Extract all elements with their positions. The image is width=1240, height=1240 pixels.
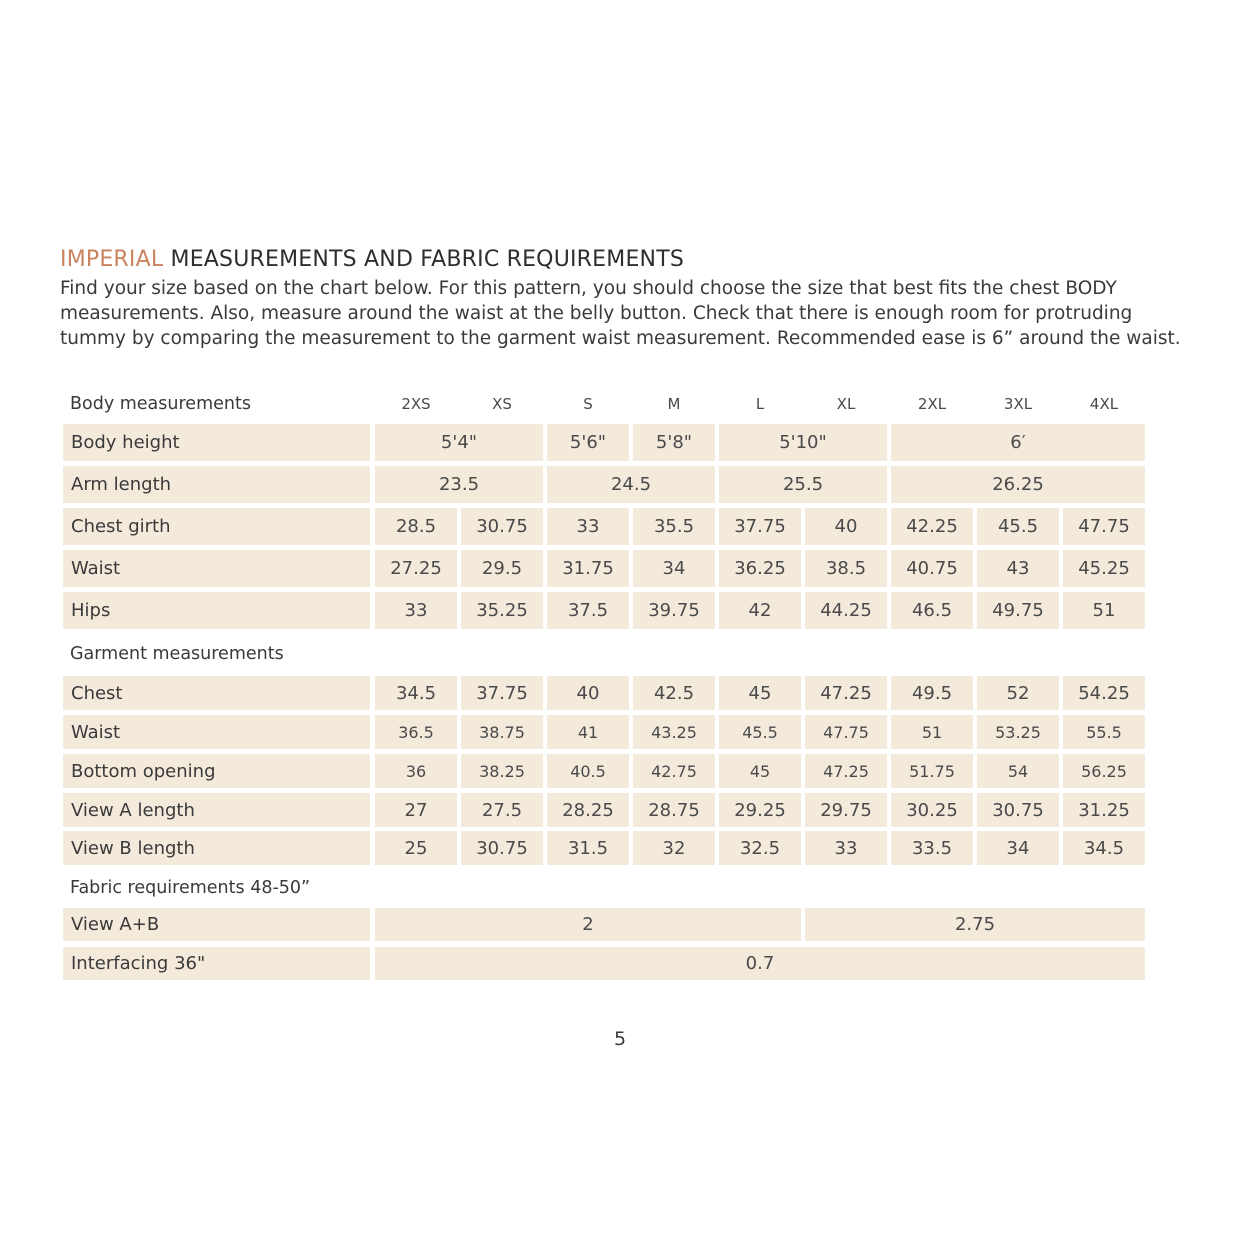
table-row	[0, 754, 1240, 788]
table-cell: 27.5	[461, 793, 543, 827]
row-label: View A length	[63, 793, 370, 827]
table-cell: 42	[719, 592, 801, 629]
table-cell: 42.75	[633, 754, 715, 788]
table-cell: 38.5	[805, 550, 887, 587]
table-cell: 33	[547, 508, 629, 545]
table-cell: 27.25	[375, 550, 457, 587]
table-row	[0, 550, 1240, 587]
intro-line: measurements. Also, measure around the waist at the belly button. Check that there is enough room for protruding	[60, 303, 1133, 324]
table-cell: 54	[977, 754, 1059, 788]
table-cell: 43	[977, 550, 1059, 587]
table-cell: 38.25	[461, 754, 543, 788]
table-cell: 33	[375, 592, 457, 629]
size-column-header: 3XL	[1003, 395, 1033, 413]
table-cell: 37.75	[461, 676, 543, 710]
table-row	[0, 424, 1240, 461]
section-label: Fabric requirements 48-50”	[70, 878, 311, 898]
table-cell: 5'8"	[633, 424, 715, 461]
row-label: Interfacing 36"	[63, 947, 370, 980]
heading-rest: MEASUREMENTS AND FABRIC REQUIREMENTS	[163, 247, 685, 272]
row-label: Chest girth	[63, 508, 370, 545]
table-cell: 49.5	[891, 676, 973, 710]
table-cell: 26.25	[891, 466, 1145, 503]
table-cell: 39.75	[633, 592, 715, 629]
table-cell: 56.25	[1063, 754, 1145, 788]
table-row	[0, 466, 1240, 503]
table-cell: 40.5	[547, 754, 629, 788]
size-column-header: S	[583, 395, 593, 413]
table-cell: 30.75	[461, 508, 543, 545]
table-cell: 23.5	[375, 466, 543, 503]
size-column-header: XS	[492, 395, 512, 413]
table-cell: 45	[719, 676, 801, 710]
table-cell: 34.5	[375, 676, 457, 710]
size-header-row	[0, 392, 1240, 416]
table-cell: 25	[375, 831, 457, 865]
size-column-header: 2XL	[917, 395, 947, 413]
table-cell: 5'10"	[719, 424, 887, 461]
section-label: Body measurements	[70, 394, 251, 414]
table-cell: 36.25	[719, 550, 801, 587]
table-cell: 28.5	[375, 508, 457, 545]
table-cell: 47.25	[805, 676, 887, 710]
table-row	[0, 947, 1240, 980]
row-label: Body height	[63, 424, 370, 461]
table-cell: 35.25	[461, 592, 543, 629]
table-cell: 51	[891, 715, 973, 749]
table-cell: 33.5	[891, 831, 973, 865]
row-label: Waist	[63, 715, 370, 749]
table-cell: 51.75	[891, 754, 973, 788]
table-cell: 28.25	[547, 793, 629, 827]
table-cell: 30.25	[891, 793, 973, 827]
table-cell: 45.5	[977, 508, 1059, 545]
table-cell: 0.7	[375, 947, 1145, 980]
table-cell: 44.25	[805, 592, 887, 629]
table-cell: 35.5	[633, 508, 715, 545]
intro-paragraph	[60, 276, 1180, 351]
table-cell: 36.5	[375, 715, 457, 749]
table-row	[0, 508, 1240, 545]
row-label: View B length	[63, 831, 370, 865]
row-label: Arm length	[63, 466, 370, 503]
table-cell: 40	[805, 508, 887, 545]
table-cell: 2.75	[805, 908, 1145, 941]
table-cell: 5'4"	[375, 424, 543, 461]
table-cell: 42.25	[891, 508, 973, 545]
table-cell: 24.5	[547, 466, 715, 503]
table-cell: 5'6"	[547, 424, 629, 461]
table-cell: 47.75	[805, 715, 887, 749]
row-label: Chest	[63, 676, 370, 710]
table-cell: 36	[375, 754, 457, 788]
table-cell: 25.5	[719, 466, 887, 503]
table-cell: 31.5	[547, 831, 629, 865]
size-column-header: M	[667, 395, 681, 413]
table-cell: 42.5	[633, 676, 715, 710]
table-cell: 6′	[891, 424, 1145, 461]
table-cell: 30.75	[461, 831, 543, 865]
row-label: Waist	[63, 550, 370, 587]
heading-accent: IMPERIAL	[60, 247, 164, 272]
row-label: Hips	[63, 592, 370, 629]
table-cell: 43.25	[633, 715, 715, 749]
table-row	[0, 793, 1240, 827]
table-cell: 34	[977, 831, 1059, 865]
table-row	[0, 831, 1240, 865]
table-cell: 47.25	[805, 754, 887, 788]
table-cell: 31.75	[547, 550, 629, 587]
table-cell: 54.25	[1063, 676, 1145, 710]
table-cell: 40	[547, 676, 629, 710]
table-cell: 52	[977, 676, 1059, 710]
table-cell: 28.75	[633, 793, 715, 827]
size-column-header: XL	[836, 395, 856, 413]
section-label: Garment measurements	[70, 644, 284, 664]
row-label: View A+B	[63, 908, 370, 941]
table-cell: 45	[719, 754, 801, 788]
table-cell: 34.5	[1063, 831, 1145, 865]
table-cell: 55.5	[1063, 715, 1145, 749]
table-cell: 46.5	[891, 592, 973, 629]
table-cell: 47.75	[1063, 508, 1145, 545]
table-cell: 41	[547, 715, 629, 749]
table-cell: 45.5	[719, 715, 801, 749]
table-cell: 37.5	[547, 592, 629, 629]
table-cell: 33	[805, 831, 887, 865]
row-label: Bottom opening	[63, 754, 370, 788]
table-cell: 30.75	[977, 793, 1059, 827]
table-row	[0, 715, 1240, 749]
table-cell: 2	[375, 908, 801, 941]
table-row	[0, 676, 1240, 710]
intro-line: tummy by comparing the measurement to the garment waist measurement. Recommended ease is 6” around the waist.	[60, 328, 1181, 349]
table-cell: 37.75	[719, 508, 801, 545]
page-heading	[60, 247, 684, 272]
table-cell: 29.75	[805, 793, 887, 827]
table-cell: 27	[375, 793, 457, 827]
table-cell: 29.25	[719, 793, 801, 827]
page-number: 5	[613, 1028, 627, 1050]
table-cell: 29.5	[461, 550, 543, 587]
size-column-header: 2XS	[401, 395, 431, 413]
table-cell: 32	[633, 831, 715, 865]
size-column-header: L	[755, 395, 765, 413]
table-cell: 32.5	[719, 831, 801, 865]
table-row	[0, 908, 1240, 941]
table-row	[0, 592, 1240, 629]
size-column-header: 4XL	[1089, 395, 1119, 413]
table-cell: 49.75	[977, 592, 1059, 629]
table-cell: 40.75	[891, 550, 973, 587]
table-cell: 31.25	[1063, 793, 1145, 827]
table-cell: 34	[633, 550, 715, 587]
table-cell: 53.25	[977, 715, 1059, 749]
table-cell: 51	[1063, 592, 1145, 629]
table-cell: 38.75	[461, 715, 543, 749]
table-cell: 45.25	[1063, 550, 1145, 587]
intro-line: Find your size based on the chart below. For this pattern, you should choose the size that best fits the chest BODY	[60, 278, 1117, 299]
